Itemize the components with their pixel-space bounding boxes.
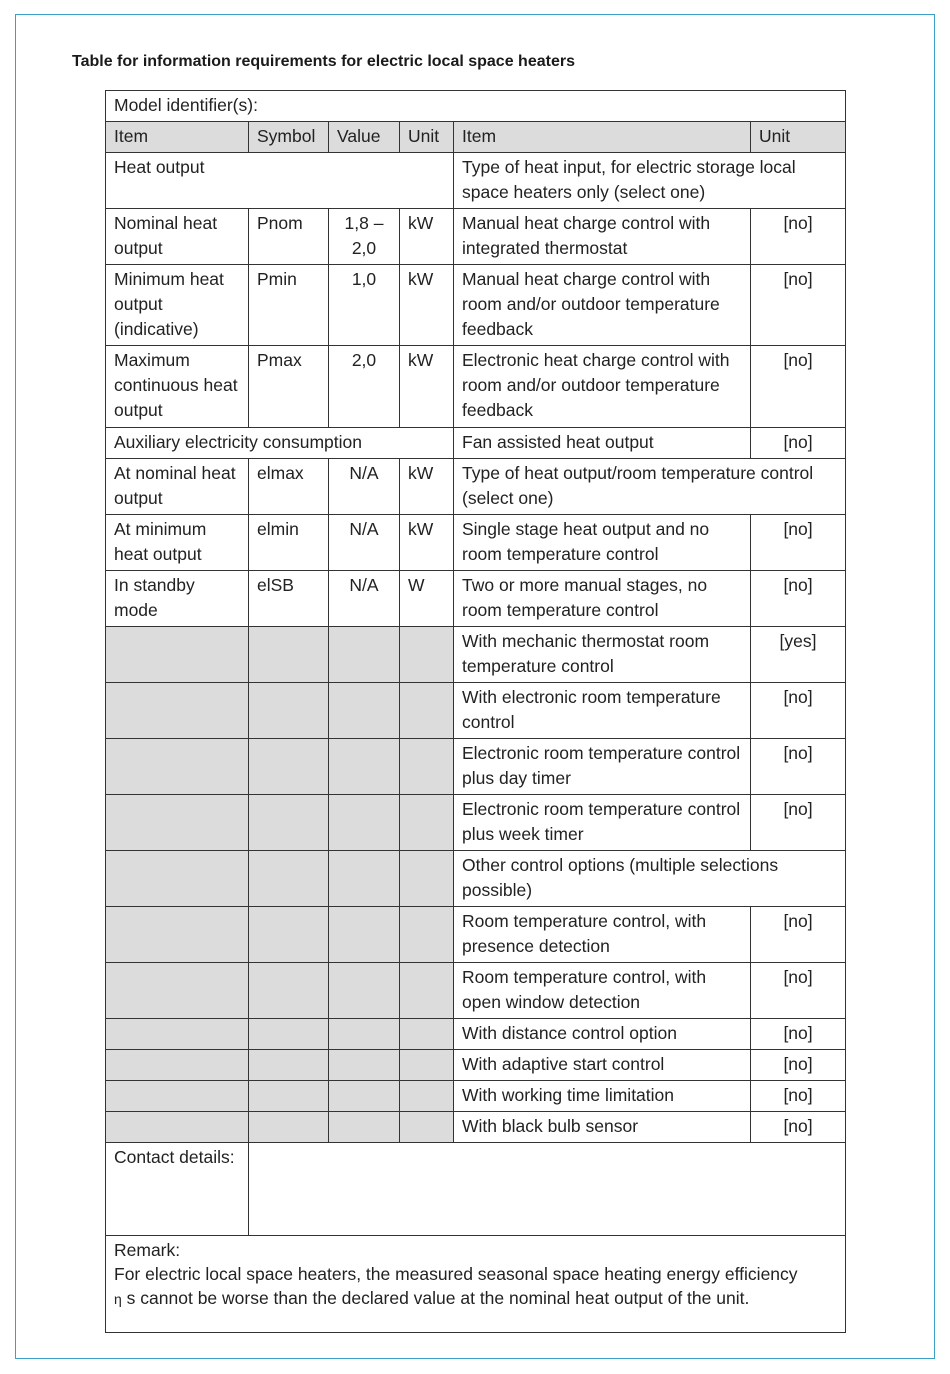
remark-line-2: [114, 1286, 837, 1311]
empty-cell: [106, 627, 249, 683]
empty-cell: [400, 851, 454, 907]
remark-title: Remark:: [114, 1240, 181, 1260]
empty-cell: [106, 1019, 249, 1050]
section-type-heat-output: Type of heat output/room temperature control (select one): [454, 459, 846, 515]
header-item: Item: [106, 122, 249, 153]
contact-details-field: [249, 1143, 846, 1236]
control-unit-cell: [no]: [751, 346, 846, 428]
empty-cell: [106, 1081, 249, 1112]
empty-cell: [329, 683, 400, 739]
control-item-cell: Fan assisted heat output: [454, 428, 751, 459]
empty-cell: [400, 627, 454, 683]
section-heat-output: Heat output: [106, 153, 454, 209]
empty-cell: [106, 907, 249, 963]
empty-cell: [249, 795, 329, 851]
empty-cell: [400, 1019, 454, 1050]
model-identifier-label: Model identifier(s):: [106, 91, 846, 122]
table-row: [106, 739, 846, 795]
empty-cell: [329, 1081, 400, 1112]
symbol-cell: Pmax: [249, 346, 329, 428]
control-unit-cell: [no]: [751, 907, 846, 963]
empty-cell: [400, 963, 454, 1019]
value-cell: 1,8 – 2,0: [329, 209, 400, 265]
empty-cell: [106, 1112, 249, 1143]
symbol-cell: elmax: [249, 459, 329, 515]
control-item-cell: Room temperature control, with open window detection: [454, 963, 751, 1019]
empty-cell: [106, 851, 249, 907]
table-row: [106, 907, 846, 963]
table-row: [106, 571, 846, 627]
control-unit-cell: [no]: [751, 1081, 846, 1112]
empty-cell: [329, 627, 400, 683]
document-heading: Table for information requirements for electric local space heaters: [72, 53, 575, 70]
section-auxiliary: Auxiliary electricity consumption: [106, 428, 454, 459]
table-row: [106, 627, 846, 683]
remark-line-1: For electric local space heaters, the measured seasonal space heating energy efficiency: [114, 1264, 798, 1284]
table-row: [106, 209, 846, 265]
control-unit-cell: [no]: [751, 739, 846, 795]
table-row: [106, 265, 846, 346]
empty-cell: [249, 1050, 329, 1081]
table-row: [106, 515, 846, 571]
unit-cell: kW: [400, 265, 454, 346]
empty-cell: [329, 1050, 400, 1081]
control-item-cell: With distance control option: [454, 1019, 751, 1050]
symbol-cell: elSB: [249, 571, 329, 627]
item-cell: Minimum heat output (indicative): [106, 265, 249, 346]
empty-cell: [249, 1112, 329, 1143]
control-item-cell: Two or more manual stages, no room temperature control: [454, 571, 751, 627]
empty-cell: [329, 907, 400, 963]
empty-cell: [249, 851, 329, 907]
unit-cell: kW: [400, 459, 454, 515]
empty-cell: [106, 1050, 249, 1081]
control-item-cell: Electronic heat charge control with room and/or outdoor temperature feedback: [454, 346, 751, 428]
empty-cell: [249, 907, 329, 963]
value-cell: N/A: [329, 571, 400, 627]
empty-cell: [249, 1019, 329, 1050]
control-item-cell: With mechanic thermostat room temperature control: [454, 627, 751, 683]
item-cell: Nominal heat output: [106, 209, 249, 265]
value-cell: N/A: [329, 459, 400, 515]
empty-cell: [329, 963, 400, 1019]
value-cell: N/A: [329, 515, 400, 571]
empty-cell: [329, 1112, 400, 1143]
control-unit-cell: [yes]: [751, 627, 846, 683]
empty-cell: [400, 1081, 454, 1112]
table-row: [106, 428, 846, 459]
table-row: [106, 153, 846, 209]
table-row: [106, 1019, 846, 1050]
table-row: [106, 795, 846, 851]
empty-cell: [249, 627, 329, 683]
header-unit-right: Unit: [751, 122, 846, 153]
symbol-cell: Pmin: [249, 265, 329, 346]
header-item-right: Item: [454, 122, 751, 153]
control-unit-cell: [no]: [751, 1112, 846, 1143]
empty-cell: [249, 683, 329, 739]
control-item-cell: Room temperature control, with presence detection: [454, 907, 751, 963]
control-item-cell: Electronic room temperature control plus week timer: [454, 795, 751, 851]
empty-cell: [400, 907, 454, 963]
empty-cell: [329, 795, 400, 851]
table-row: [106, 851, 846, 907]
header-row: [106, 122, 846, 153]
information-requirements-table: [105, 90, 846, 1333]
table-row: [106, 1112, 846, 1143]
value-cell: 1,0: [329, 265, 400, 346]
control-item-cell: With adaptive start control: [454, 1050, 751, 1081]
control-unit-cell: [no]: [751, 265, 846, 346]
header-symbol: Symbol: [249, 122, 329, 153]
table-row: [106, 1050, 846, 1081]
control-unit-cell: [no]: [751, 515, 846, 571]
empty-cell: [329, 739, 400, 795]
unit-cell: kW: [400, 209, 454, 265]
table-row: [106, 346, 846, 428]
control-item-cell: Manual heat charge control with integrated thermostat: [454, 209, 751, 265]
control-unit-cell: [no]: [751, 1019, 846, 1050]
empty-cell: [106, 683, 249, 739]
empty-cell: [106, 795, 249, 851]
empty-cell: [249, 963, 329, 1019]
empty-cell: [329, 1019, 400, 1050]
eta-symbol: η: [114, 1291, 122, 1307]
table-row: [106, 963, 846, 1019]
section-other-options: Other control options (multiple selections possible): [454, 851, 846, 907]
empty-cell: [329, 851, 400, 907]
empty-cell: [249, 739, 329, 795]
table-row: [106, 1081, 846, 1112]
contact-row: [106, 1143, 846, 1236]
remark-block: [106, 1236, 846, 1333]
control-unit-cell: [no]: [751, 683, 846, 739]
empty-cell: [400, 683, 454, 739]
control-item-cell: With electronic room temperature control: [454, 683, 751, 739]
control-unit-cell: [no]: [751, 209, 846, 265]
control-unit-cell: [no]: [751, 428, 846, 459]
empty-cell: [400, 1112, 454, 1143]
item-cell: At minimum heat output: [106, 515, 249, 571]
unit-cell: W: [400, 571, 454, 627]
value-cell: 2,0: [329, 346, 400, 428]
remark-row: [106, 1236, 846, 1333]
empty-cell: [400, 739, 454, 795]
table-row: [106, 683, 846, 739]
empty-cell: [106, 963, 249, 1019]
control-item-cell: Electronic room temperature control plus day timer: [454, 739, 751, 795]
empty-cell: [400, 1050, 454, 1081]
empty-cell: [106, 739, 249, 795]
unit-cell: kW: [400, 515, 454, 571]
model-identifier-row: [106, 91, 846, 122]
empty-cell: [249, 1081, 329, 1112]
control-item-cell: Manual heat charge control with room and/or outdoor temperature feedback: [454, 265, 751, 346]
item-cell: Maximum continuous heat output: [106, 346, 249, 428]
control-item-cell: With black bulb sensor: [454, 1112, 751, 1143]
control-item-cell: Single stage heat output and no room temperature control: [454, 515, 751, 571]
section-type-heat-input: Type of heat input, for electric storage local space heaters only (select one): [454, 153, 846, 209]
header-unit: Unit: [400, 122, 454, 153]
table-row: [106, 459, 846, 515]
contact-details-label: Contact details:: [106, 1143, 249, 1236]
control-unit-cell: [no]: [751, 1050, 846, 1081]
symbol-cell: Pnom: [249, 209, 329, 265]
control-unit-cell: [no]: [751, 571, 846, 627]
control-item-cell: With working time limitation: [454, 1081, 751, 1112]
symbol-cell: elmin: [249, 515, 329, 571]
item-cell: At nominal heat output: [106, 459, 249, 515]
header-value: Value: [329, 122, 400, 153]
unit-cell: kW: [400, 346, 454, 428]
remark-line-2-text: s cannot be worse than the declared value at the nominal heat output of the unit.: [126, 1288, 750, 1308]
empty-cell: [400, 795, 454, 851]
control-unit-cell: [no]: [751, 795, 846, 851]
item-cell: In standby mode: [106, 571, 249, 627]
control-unit-cell: [no]: [751, 963, 846, 1019]
